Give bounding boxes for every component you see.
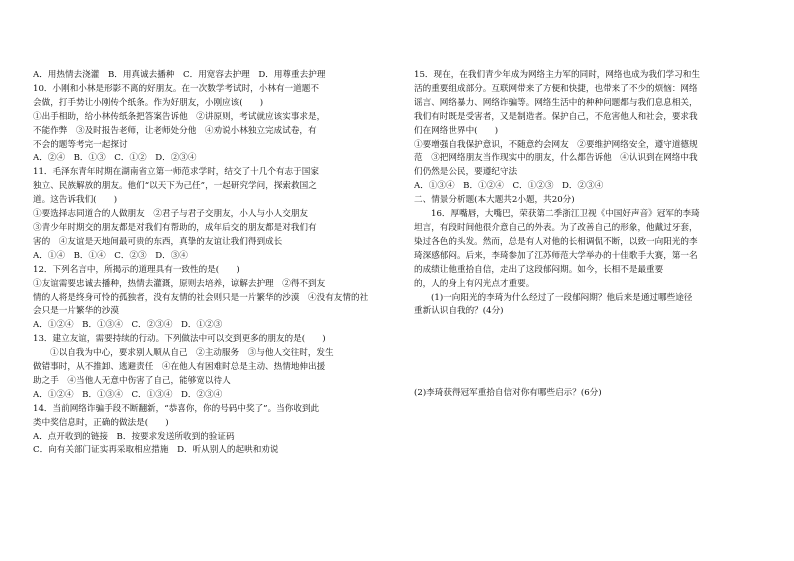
text-line: 12．下列名言中，所揭示的道理具有一致性的是( ) bbox=[33, 264, 240, 275]
text-line: 不会的题等考完一起探讨 bbox=[33, 139, 128, 150]
text-line: A．点开收到的链接 B．按要求发送所收到的验证码 bbox=[33, 431, 235, 442]
text-line: 会做，打手势让小刚传个纸条。作为好朋友，小刚应该( ) bbox=[33, 97, 264, 108]
text-line: 情的人将是终身可怜的孤独者，没有友情的社会则只是一片繁华的沙漠 ④没有友情的社 bbox=[33, 292, 369, 303]
text-line: ①出手相助，给小林传纸条把答案告诉他 ②讲原则，考试就应该实事求是， bbox=[33, 111, 326, 122]
text-line: A．①④ B．①④ C．②③ D．③④ bbox=[33, 250, 188, 261]
text-line: C．向有关部门证实再采取相应措施 D．听从别人的起哄和劝说 bbox=[33, 445, 279, 456]
text-line: ①友谊需要忠诚去播种，热情去灌溉，原则去培养，谅解去护理 ②得不到友 bbox=[33, 278, 326, 289]
right-column bbox=[414, 69, 764, 319]
text-line: 13．建立友谊，需要持续的行动。下列做法中可以交到更多的朋友的是( ) bbox=[33, 334, 326, 345]
text-line: 16．厚嘴唇，大嘴巴，荣获第二季浙江卫视《中国好声音》冠军的李琦 bbox=[431, 209, 700, 220]
text-line: ①要选择志同道合的人做朋友 ②君子与君子交朋友，小人与小人交朋友 bbox=[33, 209, 309, 220]
question-2-text: (2)李琦获得冠军重拾自信对你有哪些启示？(6分) bbox=[414, 388, 602, 398]
text-line: 范 ③把网络朋友当作现实中的朋友，什么都告诉他 ④认识到在网络中我 bbox=[414, 153, 698, 164]
text-line: 琦深感郁闷。后来，李琦参加了江苏师范大学举办的十佳歌手大赛，第一名 bbox=[414, 250, 698, 261]
text-line: 做错事时，从不推卸、逃避责任 ④在他人有困难时总是主动、热情地伸出援 bbox=[33, 362, 326, 373]
left-column bbox=[33, 69, 385, 458]
text-line: 谣言、网络暴力、网络诈骗等。网络生活中的种种问题都与我们息息相关， bbox=[414, 97, 698, 108]
text-line: 不能作弊 ③及时报告老师，让老师处分他 ④劝说小林独立完成试卷，有 bbox=[33, 125, 317, 136]
text-line: 活的重要组成部分。互联网带来了方便和快捷，也带来了不少的烦恼：网络 bbox=[414, 83, 698, 94]
text-line: ③青少年时期交的朋友都是对我们有帮助的，成年后交的朋友都是对我们有 bbox=[33, 222, 317, 233]
text-line: A．②④ B．①③ C．①② D．②③④ bbox=[33, 153, 197, 164]
text-line: 的，人的身上有闪光点才重要。 bbox=[414, 278, 535, 289]
text-line: 们仍然是公民，要遵纪守法 bbox=[414, 167, 518, 178]
text-line: 害的 ④友谊是天地间最可贵的东西，真挚的友谊让我们得到成长 bbox=[33, 236, 283, 247]
text-line: 们在网络世界中( ) bbox=[414, 125, 499, 136]
text-line: A．①②④ B．①③④ C．②③④ D．①②③ bbox=[33, 320, 223, 331]
text-line: 类中奖信息时，正确的做法是( ) bbox=[33, 417, 169, 428]
text-line: ①以自我为中心，要求别人顺从自己 ②主动服务 ③与他人交往时，发生 bbox=[50, 348, 334, 359]
text-line: 会只是一片繁华的沙漠 bbox=[33, 306, 119, 317]
text-line: 14．当前网络诈骗手段不断翻新，“恭喜你，你的号码中奖了”。当你收到此 bbox=[33, 403, 320, 414]
text-line: 染过各色的头发。然而，总是有人对他的长相调侃不断，以致一向阳光的李 bbox=[414, 236, 698, 247]
text-line: A．①②④ B．①③④ C．①③④ D．②③④ bbox=[33, 389, 223, 400]
text-line: A．①③④ B．①②④ C．①②③ D．②③④ bbox=[414, 181, 604, 192]
text-line: 助之手 ④当他人无意中伤害了自己，能够宽以待人 bbox=[33, 375, 231, 386]
text-line: 道。这告诉我们( ) bbox=[33, 195, 118, 206]
text-line: 独立、民族解放的朋友。他们“以天下为己任”，一起研究学问，探索救国之 bbox=[33, 181, 317, 192]
question-text: (1)一向阳光的李琦为什么经过了一段郁闷期？他后来是通过哪些途径 bbox=[431, 292, 693, 303]
text-line: 我们有时既是受害者，又是制造者。保护自己，不危害他人和社会，要求我 bbox=[414, 111, 698, 122]
text-line: ①要增强自我保护意识，不随意约会网友 ②要维护网络安全，遵守道德规 bbox=[414, 139, 698, 150]
text-line: A．用热情去浇灌 B．用真诚去播种 C．用宽容去护理 D．用尊重去护理 bbox=[33, 70, 326, 80]
text-line: 11．毛泽东青年时期在湖南省立第一师范求学时，结交了十几个有志于国家 bbox=[33, 167, 319, 178]
text-line: 坦言，有段时间他很介意自己的外表。为了改善自己的形象，他戴过牙套， bbox=[414, 222, 698, 233]
text-line: 的成绩让他重拾自信，走出了这段郁闷期。如今，长相不是最重要 bbox=[414, 264, 664, 275]
text-line: 15．现在，在我们青少年成为网络主力军的同时，网络也成为我们学习和生 bbox=[414, 70, 700, 80]
section-heading: 二、情景分析题(本大题共2小题，共20分) bbox=[414, 195, 575, 206]
question-text: 重新认识自我的？(4分) bbox=[414, 306, 504, 317]
text-line: 10．小刚和小林是形影不离的好朋友。在一次数学考试时，小林有一道题不 bbox=[33, 83, 319, 94]
